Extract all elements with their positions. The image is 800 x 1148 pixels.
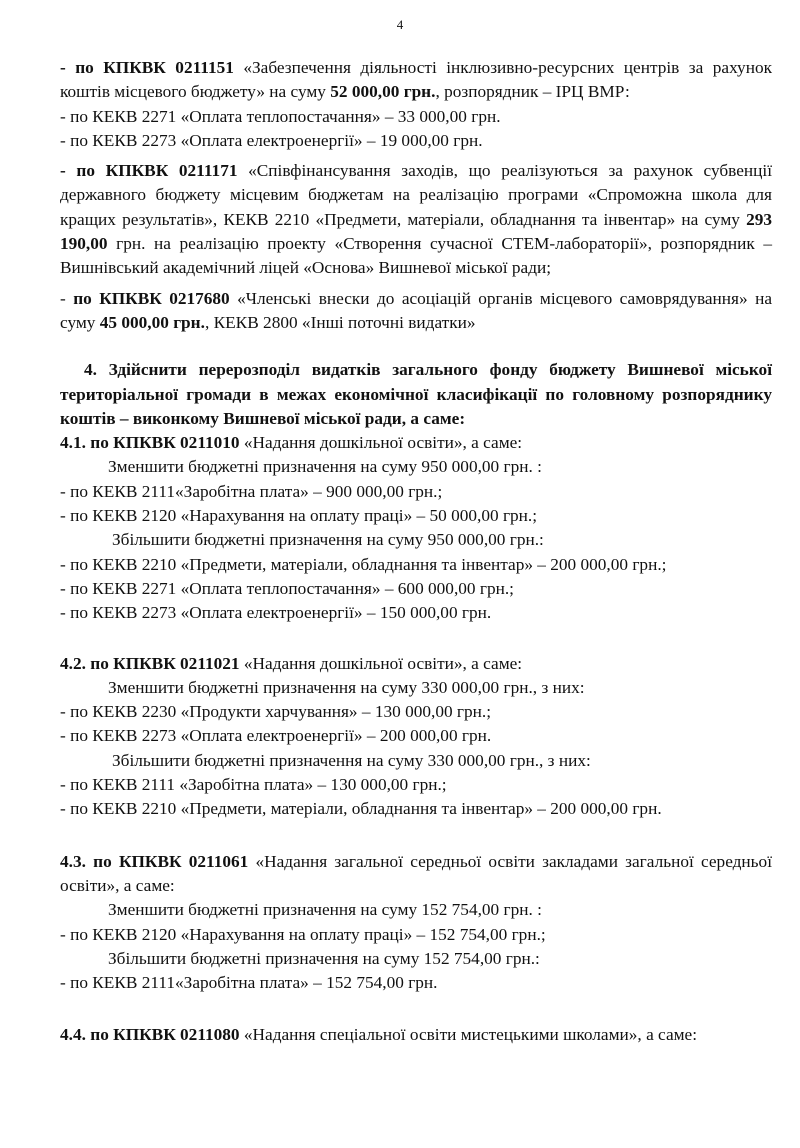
- amount: 293 190,00: [60, 209, 772, 254]
- decrease-line: Зменшити бюджетні призначення на суму 950 000,00 грн. :: [108, 457, 542, 477]
- paragraph-text: «Забезпечення діяльності інклюзивно-ресурсних центрів за рахунок коштів місцевого бюджету» на суму: [60, 58, 772, 102]
- kpkvk-code: КПКВК 0211151: [103, 58, 234, 77]
- kpkvk-code: 4.2. по КПКВК 0211021: [60, 653, 240, 673]
- decrease-line: Зменшити бюджетні призначення на суму 330 000,00 грн., з них:: [108, 677, 585, 697]
- subsection-text: «Надання дошкільної освіти», а саме:: [239, 433, 523, 453]
- increase-line: Збільшити бюджетні призначення на суму 950 000,00 грн.:: [112, 530, 544, 550]
- kpkvk-code: 4.3. по КПКВК 0211061: [60, 851, 249, 871]
- subsection-4-2-title: [60, 652, 772, 676]
- paragraph-kpkvk-0217680: [60, 287, 772, 336]
- page-number: 4: [396, 17, 404, 32]
- paragraph-text: , КЕКВ 2800 «Інші поточні видатки»: [204, 312, 476, 332]
- subsection-4-4-title: [60, 1023, 772, 1047]
- kekv-line: - по КЕКВ 2120 «Нарахування на оплату праці» – 50 000,00 грн.;: [60, 506, 538, 526]
- paragraph-text: , розпорядник – ІРЦ ВМР:: [435, 82, 630, 102]
- amount: 52 000,00 грн.: [330, 82, 436, 102]
- kekv-line: - по КЕКВ 2111«Заробітна плата» – 152 754,00 грн.: [60, 973, 438, 993]
- amount: 45 000,00 грн.: [99, 312, 205, 332]
- subsection-4-1-title: [60, 431, 772, 455]
- item-dash: -: [60, 288, 74, 308]
- subsection-4-3-title: [60, 850, 772, 899]
- kekv-line: - по КЕКВ 2210 «Предмети, матеріали, обладнання та інвентар» – 200 000,00 грн.: [60, 799, 662, 819]
- kekv-line: - по КЕКВ 2230 «Продукти харчування» – 130 000,00 грн.;: [60, 702, 492, 722]
- kekv-line: - по КЕКВ 2111«Заробітна плата» – 900 000,00 грн.;: [60, 481, 443, 501]
- item-dash: - по: [60, 58, 104, 77]
- kekv-line: - по КЕКВ 2271 «Оплата теплопостачання» – 33 000,00 грн.: [60, 106, 501, 126]
- kpkvk-code: - по КПКВК 0211171: [60, 161, 238, 181]
- kekv-line: - по КЕКВ 2273 «Оплата електроенергії» – 150 000,00 грн.: [60, 603, 492, 623]
- paragraph-text: грн. на реалізацію проекту «Створення сучасної СТЕМ-лабораторії», розпорядник – Вишнівський академічний ліцей «Основа» Вишневої міської ради;: [60, 234, 772, 278]
- kekv-line: - по КЕКВ 2271 «Оплата теплопостачання» – 600 000,00 грн.;: [60, 578, 514, 598]
- section-heading-text: 4. Здійснити перерозподіл видатків загального фонду бюджету Вишневої міської територіальної громади в межах економічної класифікації по головному розпоряднику коштів – виконкому Вишневої міської ради, а саме:: [60, 360, 772, 428]
- kpkvk-code: по КПКВК 0217680: [73, 288, 230, 308]
- paragraph-text: «Співфінансування заходів, що реалізуються за рахунок субвенції державного бюджету місцевим бюджетам на реалізацію програми «Спроможна школа для кращих результатів», КЕКВ 2210 «Предмети, матеріали, обладнання та інвентар» на суму: [60, 161, 772, 229]
- kekv-line: - по КЕКВ 2111 «Заробітна плата» – 130 000,00 грн.;: [60, 775, 447, 795]
- kekv-line: - по КЕКВ 2120 «Нарахування на оплату праці» – 152 754,00 грн.;: [60, 924, 546, 944]
- increase-line: Збільшити бюджетні призначення на суму 330 000,00 грн., з них:: [112, 750, 591, 770]
- subsection-text: «Надання дошкільної освіти», а саме:: [239, 653, 523, 673]
- subsection-text: «Надання спеціальної освіти мистецькими школами», а саме:: [239, 1025, 698, 1045]
- document-body: [60, 56, 772, 1048]
- kpkvk-code: 4.4. по КПКВК 0211080: [60, 1025, 240, 1045]
- section-4-heading: [60, 358, 772, 431]
- kekv-line: - по КЕКВ 2273 «Оплата електроенергії» – 19 000,00 грн.: [60, 130, 483, 150]
- subsection-text: «Надання загальної середньої освіти закладами загальної середньої освіти», а саме:: [60, 851, 772, 895]
- decrease-line: Зменшити бюджетні призначення на суму 152 754,00 грн. :: [108, 900, 542, 920]
- kekv-line: - по КЕКВ 2210 «Предмети, матеріали, обладнання та інвентар» – 200 000,00 грн.;: [60, 554, 667, 574]
- paragraph-kpkvk-0211151: [60, 56, 772, 105]
- paragraph-text: «Членські внески до асоціацій органів місцевого самоврядування» на суму: [60, 288, 772, 332]
- paragraph-kpkvk-0211171: [60, 159, 772, 280]
- increase-line: Збільшити бюджетні призначення на суму 152 754,00 грн.:: [108, 948, 540, 968]
- kpkvk-code: 4.1. по КПКВК 0211010: [60, 433, 240, 453]
- kekv-line: - по КЕКВ 2273 «Оплата електроенергії» – 200 000,00 грн.: [60, 726, 492, 746]
